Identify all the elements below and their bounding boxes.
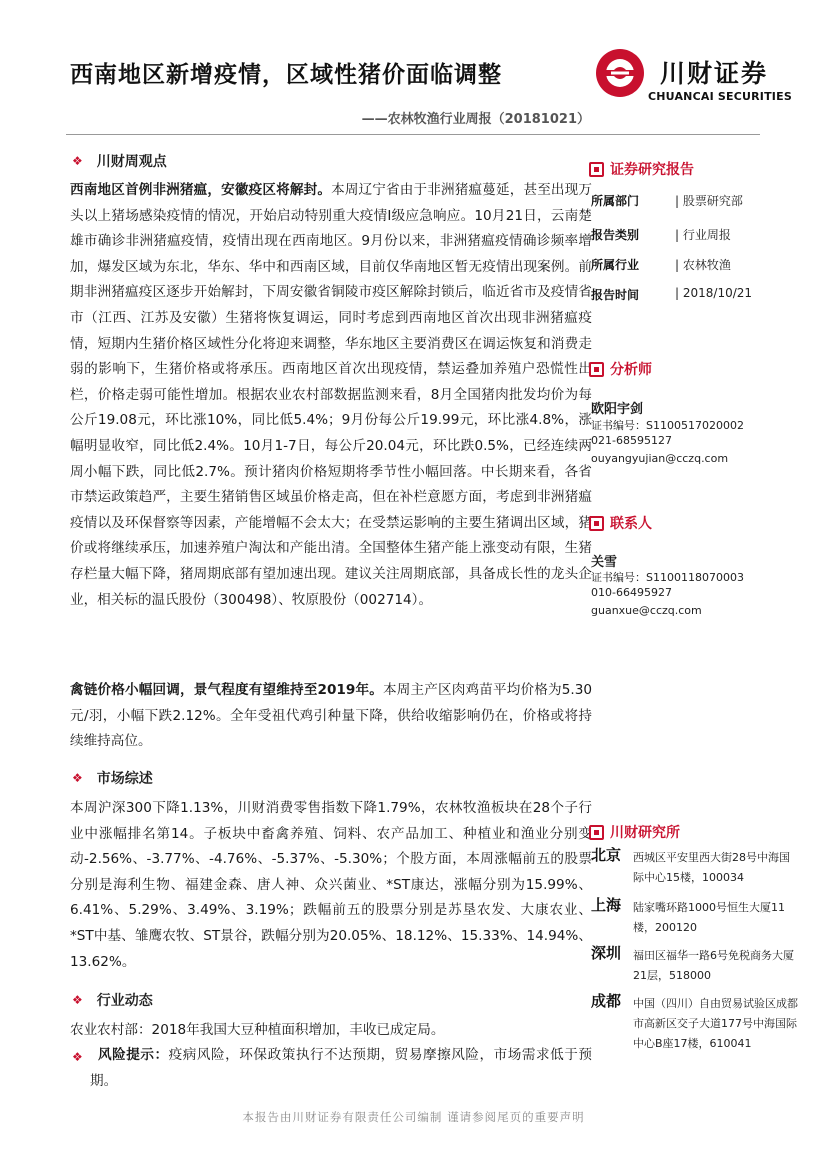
contact-phone: 010-66495927 bbox=[591, 586, 672, 599]
office-address: 中国（四川）自由贸易试验区成都市高新区交子大道177号中海国际中心B座17楼，610041 bbox=[633, 997, 798, 1050]
diamond-bullet-icon: ❖ bbox=[72, 771, 83, 785]
sidebar-heading-contact: 联系人 bbox=[589, 513, 652, 533]
section-heading-industry: ❖ 行业动态 bbox=[72, 993, 153, 1009]
risk-body: 疫病风险，环保政策执行不达预期，贸易摩擦风险，市场需求低于预期。 bbox=[90, 1047, 593, 1089]
view-p2-lead: 禽链价格小幅回调，景气程度有望维持至2019年。 bbox=[70, 682, 383, 698]
diamond-bullet-icon: ❖ bbox=[72, 154, 83, 168]
view-paragraph-1 bbox=[70, 178, 592, 613]
section-heading-market: ❖ 市场综述 bbox=[72, 771, 153, 787]
industry-paragraph: 农业农村部：2018年我国大豆种植面积增加，丰收已成定局。 bbox=[70, 1022, 445, 1038]
analyst-phone: 021-68595127 bbox=[591, 434, 672, 447]
diamond-bullet-icon: ❖ bbox=[72, 1050, 83, 1064]
report-info-row: 报告类别 | 行业周报 bbox=[591, 228, 731, 242]
square-bullet-icon bbox=[589, 516, 604, 531]
sidebar-heading-analyst: 分析师 bbox=[589, 359, 652, 379]
brand-name-cn: 川财证券 bbox=[660, 59, 769, 88]
section-heading-view: ❖ 川财周观点 bbox=[72, 154, 167, 170]
page-subtitle: ——农林牧渔行业周报（20181021） bbox=[361, 112, 590, 127]
square-bullet-icon bbox=[589, 362, 604, 377]
analyst-name: 欧阳宇剑 bbox=[591, 402, 644, 417]
square-bullet-icon bbox=[589, 162, 604, 177]
view-paragraph-2 bbox=[70, 678, 592, 755]
contact-cert: 证书编号：S1100118070003 bbox=[591, 571, 744, 584]
contact-email[interactable]: guanxue@cczq.com bbox=[591, 604, 702, 617]
footer-disclaimer: 本报告由川财证券有限责任公司编制 谨请参阅尾页的重要声明 bbox=[242, 1110, 585, 1124]
analyst-email[interactable]: ouyangyujian@cczq.com bbox=[591, 452, 729, 465]
view-p1-lead: 西南地区首例非洲猪瘟，安徽疫区将解封。 bbox=[70, 182, 332, 198]
market-paragraph: 本周沪深300下降1.13%，川财消费零售指数下降1.79%，农林牧渔板块在28个子行业中涨幅排名第14。子板块中畜禽养殖、饲料、农产品加工、种植业和渔业分别变动-2.56%、-3.77%、-4.76%、-5.37%、-5.30%；个股方面，本周涨幅前五的股票分别是海利生物、福建金森、唐人神、众兴菌业、*ST康达，涨幅分别为15.99%、6.41%、5.29%、3.49%、3.19%；跌幅前五的股票分别是苏垦农发、大康农业、*ST中基、雏鹰农牧、ST景谷，跌幅分别为20.05%、18.12%、15.33%、14.94%、13.62%。 bbox=[70, 800, 592, 970]
office-city: 上海 bbox=[591, 896, 622, 914]
sidebar-heading-report: 证券研究报告 bbox=[589, 159, 694, 179]
report-info-row: 所属行业 | 农林牧渔 bbox=[591, 258, 731, 272]
view-p1-body: 本周辽宁省由于非洲猪瘟蔓延，甚至出现万头以上猪场感染疫情的情况，开始启动特别重大疫情Ⅰ级应急响应。10月21日，云南楚雄市确诊非洲猪瘟疫情，疫情出现在西南地区。9月份以来，非洲猪瘟疫情确诊频率增加，爆发区域为东北，华东、华中和西南区域，目前仅华南地区暂无疫情出现案例。前期非洲猪瘟疫区逐步开始解封，下周安徽省铜陵市疫区解除封锁后，临近省市及疫情省市（江西、江苏及安徽）生猪将恢复调运，同时考虑到西南地区首次出现非洲猪瘟疫情，短期内生猪价格区域性分化将迎来调整，华东地区主要消费区在调运恢复和消费走弱的影响下，生猪价格或将承压。西南地区首次出现疫情，禁运叠加养殖户恐慌性出栏，价格走弱可能性增加。根据农业农村部数据监测来看，8月全国猪肉批发均价为每公斤19.08元，环比涨10%，同比低5.4%；9月份每公斤19.99元，环比涨4.8%，涨幅明显收窄，同比低2.4%。10月1-7日，每公斤20.04元，环比跌0.5%，已经连续两周小幅下跌，同比低2.7%。预计猪肉价格短期将季节性小幅回落。中长期来看，各省市禁运政策趋严，主要生猪销售区域虽价格走高，但在补栏意愿方面，考虑到非洲猪瘟疫情以及环保督察等因素，产能增幅不会太大；在受禁运影响的主要生猪调出区域，猪价或将继续承压，加速养殖户淘汰和产能出清。全国整体生猪产能上涨变动有限，生猪存栏量大幅下降，猪周期底部有望加速出现。建议关注周期底部，具备成长性的龙头企业，相关标的温氏股份（300498）、牧原股份（002714）。 bbox=[70, 182, 593, 608]
office-address: 西城区平安里西大街28号中海国际中心15楼，100034 bbox=[633, 851, 790, 884]
office-address: 陆家嘴环路1000号恒生大厦11楼，200120 bbox=[633, 901, 785, 934]
page-title: 西南地区新增疫情，区域性猪价面临调整 bbox=[70, 61, 502, 88]
office-address: 福田区福华一路6号免税商务大厦21层，518000 bbox=[633, 949, 794, 982]
header-divider bbox=[66, 134, 760, 135]
office-city: 北京 bbox=[591, 846, 622, 864]
office-city: 成都 bbox=[591, 992, 622, 1010]
risk-paragraph bbox=[90, 1043, 592, 1094]
risk-lead: 风险提示： bbox=[98, 1047, 169, 1063]
office-city: 深圳 bbox=[591, 944, 622, 962]
report-info-row: 所属部门 | 股票研究部 bbox=[591, 194, 743, 208]
diamond-bullet-icon: ❖ bbox=[72, 993, 83, 1007]
contact-name: 关雪 bbox=[591, 555, 618, 570]
brand-logo-icon bbox=[590, 47, 650, 99]
view-p2-body: 本周主产区肉鸡苗平均价格为5.30元/羽，小幅下跌2.12%。全年受祖代鸡引种量下降，供给收缩影响仍在，价格或将持续维持高位。 bbox=[70, 682, 592, 750]
analyst-cert: 证书编号：S1100517020002 bbox=[591, 419, 744, 432]
report-info-row: 报告时间 | 2018/10/21 bbox=[591, 286, 753, 302]
brand-name-en: CHUANCAI SECURITIES bbox=[648, 90, 792, 103]
square-bullet-icon bbox=[589, 825, 604, 840]
sidebar-heading-institute: 川财研究所 bbox=[589, 822, 680, 842]
